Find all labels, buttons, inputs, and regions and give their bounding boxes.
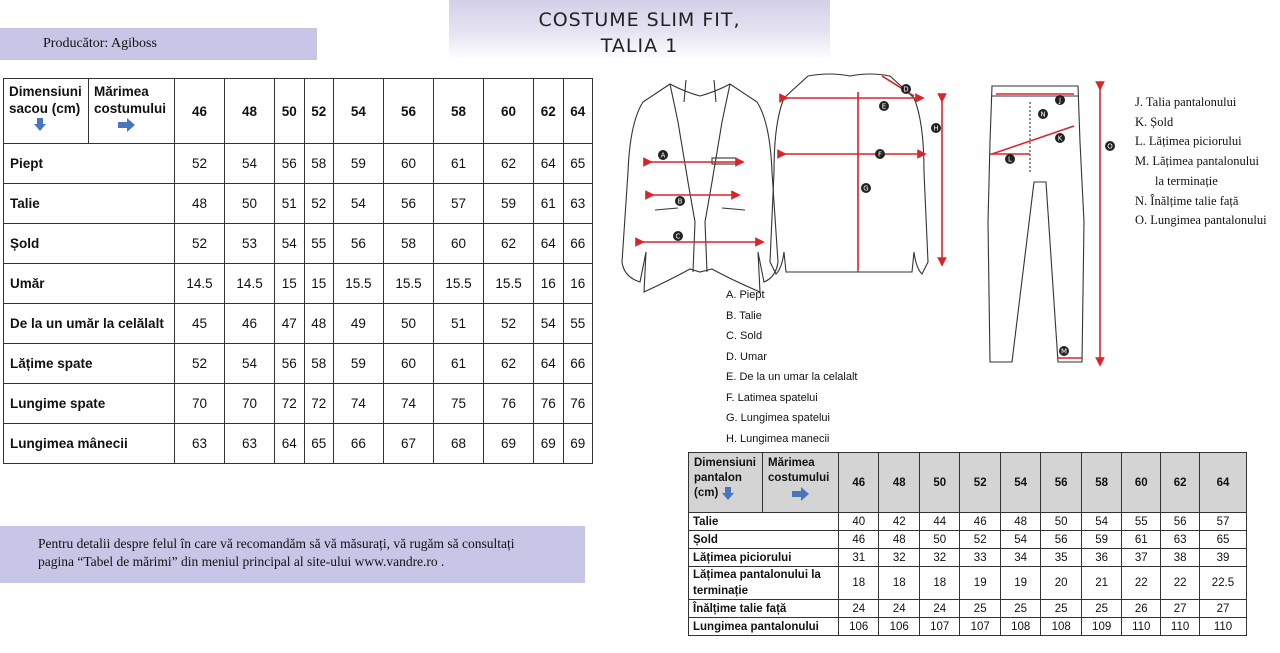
table-cell: 68 <box>434 424 484 464</box>
table-cell: 50 <box>1041 513 1081 531</box>
table-cell: 39 <box>1199 549 1246 567</box>
size-header: 50 <box>919 453 959 513</box>
table-cell: 109 <box>1081 618 1121 636</box>
table-cell: 54 <box>225 144 275 184</box>
table-cell: 70 <box>175 384 225 424</box>
table-cell: 52 <box>175 224 225 264</box>
table-cell: 54 <box>1081 513 1121 531</box>
note-line: pagina “Tabel de mărimi” din meniul principal al site-ului www.vandre.ro . <box>38 554 445 569</box>
table-cell: 48 <box>304 304 333 344</box>
table-cell: 25 <box>1000 600 1040 618</box>
table-cell: 18 <box>919 567 959 600</box>
table-cell: 20 <box>1041 567 1081 600</box>
table-cell: 21 <box>1081 567 1121 600</box>
table-cell: 72 <box>275 384 304 424</box>
table-cell: 19 <box>960 567 1000 600</box>
table-cell: 76 <box>534 384 563 424</box>
legend-item: B. Talie <box>726 309 762 322</box>
row-label: Talie <box>4 184 175 224</box>
header-text: Mărimea <box>94 84 149 99</box>
arrow-right-icon <box>792 488 808 500</box>
svg-text:L: L <box>1008 155 1012 164</box>
header-text: Dimensiuni <box>694 457 756 469</box>
table-cell: 53 <box>225 224 275 264</box>
svg-text:J: J <box>1058 96 1062 105</box>
table-cell: 40 <box>839 513 879 531</box>
pants-size-table <box>688 452 1247 636</box>
table-cell: 48 <box>175 184 225 224</box>
row-label: Lungimea mânecii <box>4 424 175 464</box>
legend-item: L. Lățimea piciorului <box>1135 134 1242 149</box>
table-cell: 58 <box>304 344 333 384</box>
legend-item: G. Lungimea spatelui <box>726 412 830 424</box>
table-cell: 16 <box>563 264 593 304</box>
table-cell: 27 <box>1199 600 1246 618</box>
size-header: 64 <box>563 79 593 144</box>
table-cell: 56 <box>1161 513 1200 531</box>
table-cell: 46 <box>225 304 275 344</box>
table-cell: 57 <box>434 184 484 224</box>
table-cell: 34 <box>1000 549 1040 567</box>
arrow-right-icon <box>118 119 134 131</box>
table-cell: 48 <box>1000 513 1040 531</box>
table-cell: 69 <box>484 424 534 464</box>
table-cell: 54 <box>333 184 383 224</box>
size-header: 56 <box>1041 453 1081 513</box>
table-cell: 62 <box>484 344 534 384</box>
header-text: costumului <box>768 472 830 484</box>
size-header: 48 <box>879 453 919 513</box>
table-cell: 16 <box>534 264 563 304</box>
table-row <box>4 184 593 224</box>
table-cell: 24 <box>919 600 959 618</box>
table-cell: 31 <box>839 549 879 567</box>
table-cell: 24 <box>879 600 919 618</box>
table-cell: 52 <box>304 184 333 224</box>
table-cell: 14.5 <box>225 264 275 304</box>
table-row <box>689 600 1247 618</box>
table-cell: 61 <box>534 184 563 224</box>
page-title <box>449 0 830 60</box>
table-cell: 52 <box>175 344 225 384</box>
size-header: 60 <box>1122 453 1161 513</box>
size-header: 50 <box>275 79 304 144</box>
header-text: Mărimea <box>768 457 815 469</box>
table-cell: 42 <box>879 513 919 531</box>
size-header: 58 <box>434 79 484 144</box>
row-label: Lățimea piciorului <box>689 549 839 567</box>
table-row <box>4 224 593 264</box>
legend-item: A. Piept <box>726 289 765 301</box>
table-cell: 63 <box>225 424 275 464</box>
size-header: 64 <box>1199 453 1246 513</box>
table-cell: 76 <box>484 384 534 424</box>
table-cell: 58 <box>383 224 433 264</box>
row-label: Lățimea pantalonului la terminație <box>689 567 839 600</box>
table-cell: 66 <box>563 344 593 384</box>
svg-text:A: A <box>660 151 666 160</box>
size-header: 46 <box>839 453 879 513</box>
table-cell: 25 <box>960 600 1000 618</box>
header-text: (cm) <box>694 487 719 499</box>
legend-item: J. Talia pantalonului <box>1135 95 1237 109</box>
table-cell: 76 <box>563 384 593 424</box>
table-cell: 70 <box>225 384 275 424</box>
table-cell: 22 <box>1122 567 1161 600</box>
table-cell: 106 <box>879 618 919 636</box>
arrow-down-icon <box>724 487 732 499</box>
table-cell: 60 <box>383 344 433 384</box>
table-cell: 15.5 <box>333 264 383 304</box>
table-cell: 108 <box>1041 618 1081 636</box>
table-cell: 56 <box>333 224 383 264</box>
row-label: Talie <box>689 513 839 531</box>
header-text: Dimensiuni <box>9 84 82 99</box>
table-cell: 60 <box>383 144 433 184</box>
title-line-1: COSTUME SLIM FIT, <box>538 9 741 31</box>
table-cell: 46 <box>960 513 1000 531</box>
table-cell: 50 <box>383 304 433 344</box>
legend-item: O. Lungimea pantalonului <box>1135 213 1267 228</box>
header-text: sacou (cm) <box>9 101 81 116</box>
table-cell: 52 <box>960 531 1000 549</box>
table-cell: 64 <box>534 344 563 384</box>
size-header: 54 <box>1000 453 1040 513</box>
table-cell: 60 <box>434 224 484 264</box>
table-cell: 107 <box>960 618 1000 636</box>
table-cell: 52 <box>484 304 534 344</box>
legend-item: E. De la un umar la celalalt <box>726 371 858 383</box>
table-cell: 32 <box>919 549 959 567</box>
table-cell: 35 <box>1041 549 1081 567</box>
table-cell: 50 <box>225 184 275 224</box>
table-cell: 52 <box>175 144 225 184</box>
table-cell: 66 <box>563 224 593 264</box>
svg-text:K: K <box>1057 134 1063 143</box>
table-cell: 69 <box>563 424 593 464</box>
table-cell: 15 <box>275 264 304 304</box>
size-header: 60 <box>484 79 534 144</box>
table-cell: 62 <box>484 224 534 264</box>
jacket-front-drawing <box>622 80 778 292</box>
table-cell: 14.5 <box>175 264 225 304</box>
table-row <box>4 424 593 464</box>
legend-item: la terminație <box>1155 173 1218 188</box>
title-line-2: TALIA 1 <box>600 35 679 57</box>
jacket-table-header <box>4 79 593 144</box>
size-header: 58 <box>1081 453 1121 513</box>
table-cell: 64 <box>534 144 563 184</box>
note-line: Pentru detalii despre felul în care vă recomandăm să vă măsurați, vă rugăm să consultați <box>38 536 515 551</box>
table-cell: 56 <box>383 184 433 224</box>
table-cell: 106 <box>839 618 879 636</box>
table-cell: 59 <box>1081 531 1121 549</box>
table-row <box>689 513 1247 531</box>
table-cell: 15.5 <box>383 264 433 304</box>
table-cell: 67 <box>383 424 433 464</box>
table-cell: 26 <box>1122 600 1161 618</box>
svg-text:E: E <box>881 102 887 111</box>
table-row <box>689 549 1247 567</box>
pants-dimensions-header <box>689 453 763 513</box>
table-cell: 49 <box>333 304 383 344</box>
svg-text:F: F <box>877 150 883 159</box>
table-cell: 72 <box>304 384 333 424</box>
table-cell: 56 <box>275 144 304 184</box>
table-cell: 55 <box>304 224 333 264</box>
legend-item: F. Latimea spatelui <box>726 391 818 404</box>
table-cell: 18 <box>879 567 919 600</box>
producer-label: Producător: Agiboss <box>0 28 317 60</box>
table-cell: 110 <box>1199 618 1246 636</box>
table-cell: 54 <box>275 224 304 264</box>
table-cell: 15.5 <box>484 264 534 304</box>
table-cell: 15.5 <box>434 264 484 304</box>
jacket-size-header <box>89 79 175 144</box>
size-header: 46 <box>175 79 225 144</box>
table-cell: 44 <box>919 513 959 531</box>
table-row <box>689 618 1247 636</box>
table-cell: 18 <box>839 567 879 600</box>
table-cell: 51 <box>434 304 484 344</box>
row-label: De la un umăr la celălalt <box>4 304 175 344</box>
legend-item: H. Lungimea manecii <box>726 432 830 445</box>
table-cell: 37 <box>1122 549 1161 567</box>
measurement-lines <box>640 76 1100 362</box>
svg-text:G: G <box>863 184 869 193</box>
table-cell: 25 <box>1041 600 1081 618</box>
table-cell: 63 <box>175 424 225 464</box>
table-cell: 27 <box>1161 600 1200 618</box>
table-cell: 110 <box>1122 618 1161 636</box>
table-cell: 55 <box>1122 513 1161 531</box>
table-cell: 19 <box>1000 567 1040 600</box>
row-label: Lățime spate <box>4 344 175 384</box>
table-cell: 54 <box>225 344 275 384</box>
table-cell: 38 <box>1161 549 1200 567</box>
table-cell: 65 <box>563 144 593 184</box>
measurement-note <box>0 526 585 583</box>
jacket-dimensions-header <box>4 79 89 144</box>
header-text: pantalon <box>694 472 742 484</box>
table-cell: 48 <box>879 531 919 549</box>
row-label: Șold <box>689 531 839 549</box>
header-text: costumului <box>94 101 167 116</box>
svg-text:B: B <box>677 197 683 206</box>
svg-text:H: H <box>933 124 939 133</box>
table-cell: 75 <box>434 384 484 424</box>
pants-legend <box>1135 93 1267 231</box>
table-cell: 63 <box>1161 531 1200 549</box>
table-cell: 59 <box>333 144 383 184</box>
table-cell: 57 <box>1199 513 1246 531</box>
row-label: Umăr <box>4 264 175 304</box>
legend-item: K. Șold <box>1135 114 1174 129</box>
legend-item: C. Sold <box>726 330 763 342</box>
table-cell: 61 <box>1122 531 1161 549</box>
svg-text:N: N <box>1040 110 1046 119</box>
size-header: 48 <box>225 79 275 144</box>
size-header: 62 <box>1161 453 1200 513</box>
row-label: Lungime spate <box>4 384 175 424</box>
pants-table-header <box>689 453 1247 513</box>
table-row <box>689 567 1247 600</box>
table-cell: 46 <box>839 531 879 549</box>
jacket-back-drawing <box>770 74 928 274</box>
table-cell: 59 <box>484 184 534 224</box>
table-cell: 61 <box>434 144 484 184</box>
table-cell: 50 <box>919 531 959 549</box>
table-row <box>4 344 593 384</box>
table-cell: 24 <box>839 600 879 618</box>
svg-text:M: M <box>1060 347 1068 356</box>
table-cell: 47 <box>275 304 304 344</box>
table-cell: 62 <box>484 144 534 184</box>
table-cell: 110 <box>1161 618 1200 636</box>
legend-item: N. Înălțime talie față <box>1135 193 1239 208</box>
table-cell: 107 <box>919 618 959 636</box>
table-cell: 66 <box>333 424 383 464</box>
table-cell: 22.5 <box>1199 567 1246 600</box>
svg-text:O: O <box>1107 142 1113 151</box>
row-label: Înălțime talie față <box>689 600 839 618</box>
table-cell: 36 <box>1081 549 1121 567</box>
arrow-down-icon <box>36 118 44 130</box>
table-cell: 74 <box>383 384 433 424</box>
table-cell: 61 <box>434 344 484 384</box>
table-cell: 69 <box>534 424 563 464</box>
svg-text:C: C <box>675 232 681 241</box>
size-header: 56 <box>383 79 433 144</box>
row-label: Lungimea pantalonului <box>689 618 839 636</box>
table-cell: 45 <box>175 304 225 344</box>
size-header: 62 <box>534 79 563 144</box>
table-row <box>4 304 593 344</box>
jacket-size-table <box>3 78 593 464</box>
table-cell: 74 <box>333 384 383 424</box>
table-row <box>4 144 593 184</box>
garment-diagram <box>600 62 1140 372</box>
table-cell: 54 <box>534 304 563 344</box>
table-cell: 33 <box>960 549 1000 567</box>
jacket-legend <box>726 285 857 449</box>
table-cell: 108 <box>1000 618 1040 636</box>
table-cell: 54 <box>1000 531 1040 549</box>
legend-item: M. Lățimea pantalonului <box>1135 154 1259 169</box>
table-cell: 58 <box>304 144 333 184</box>
table-cell: 25 <box>1081 600 1121 618</box>
size-header: 52 <box>960 453 1000 513</box>
table-row <box>689 531 1247 549</box>
table-cell: 65 <box>304 424 333 464</box>
table-cell: 65 <box>1199 531 1246 549</box>
table-cell: 63 <box>563 184 593 224</box>
table-cell: 59 <box>333 344 383 384</box>
row-label: Șold <box>4 224 175 264</box>
legend-item: D. Umar <box>726 350 767 363</box>
table-cell: 22 <box>1161 567 1200 600</box>
row-label: Piept <box>4 144 175 184</box>
table-cell: 56 <box>1041 531 1081 549</box>
table-cell: 32 <box>879 549 919 567</box>
table-cell: 64 <box>275 424 304 464</box>
size-header: 52 <box>304 79 333 144</box>
pants-size-header <box>763 453 839 513</box>
table-cell: 55 <box>563 304 593 344</box>
table-cell: 56 <box>275 344 304 384</box>
size-header: 54 <box>333 79 383 144</box>
table-cell: 64 <box>534 224 563 264</box>
svg-text:D: D <box>903 85 909 94</box>
table-cell: 15 <box>304 264 333 304</box>
table-row <box>4 264 593 304</box>
table-row <box>4 384 593 424</box>
table-cell: 51 <box>275 184 304 224</box>
